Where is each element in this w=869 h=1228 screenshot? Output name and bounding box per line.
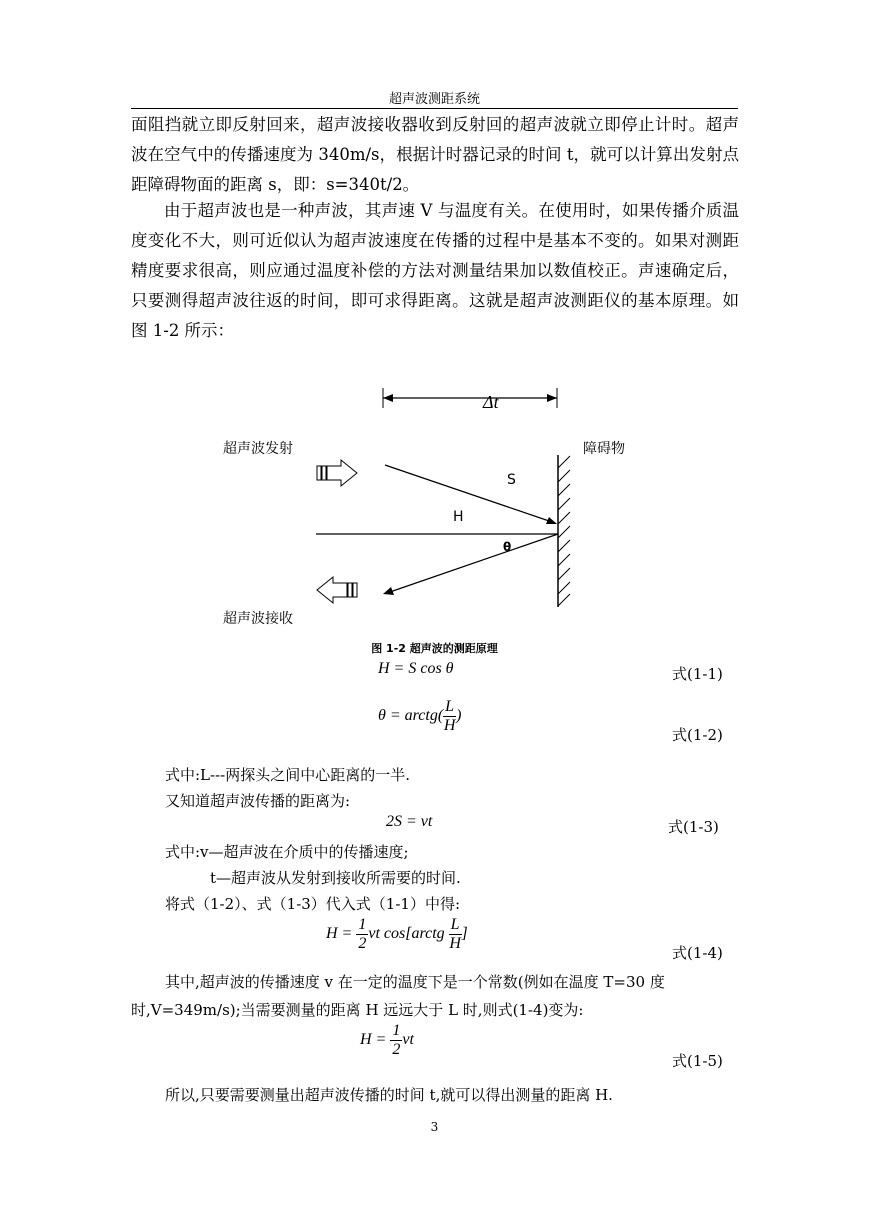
equation-1-4-half-numerator: 1: [358, 916, 367, 933]
theta-label: θ: [503, 540, 512, 554]
text-line-5: 将式（1-2）、式（1-3）代入式（1-1）中得:: [165, 895, 461, 913]
incident-ray-arrowhead: [546, 517, 557, 524]
equation-1-2-number: 式(1-2): [672, 726, 723, 744]
text-line-6: 其中,超声波的传播速度 v 在一定的温度下是一个常数(例如在温度 T=30 度: [165, 973, 665, 991]
delta-t-right-arrowhead: [547, 394, 557, 402]
equation-1-4-fraction-half: [356, 916, 368, 953]
reflected-ray-arrowhead: [383, 587, 394, 595]
page-header: 超声波测距系统: [388, 92, 480, 107]
equation-1-2-lhs: θ = arctg(: [378, 707, 444, 725]
emit-arrow-icon: [317, 460, 357, 486]
equation-1-4-middle: vt cos[arctg: [368, 925, 445, 943]
equation-1-1: H = S cos θ: [378, 660, 454, 677]
equation-1-4-rhs: ]: [461, 925, 468, 943]
text-line-3: 式中:v—超声波在介质中的传播速度;: [165, 843, 409, 861]
equation-1-2-fraction: [443, 698, 456, 735]
text-line-1: 式中:L---两探头之间中心距离的一半.: [165, 766, 410, 784]
S-label: S: [507, 472, 516, 488]
paragraph-1: 面阻挡就立即反射回来，超声波接收器收到反射回的超声波就立即停止计时。超声波在空气中的传播速度为 340m/s，根据计时器记录的时间 t，就可以计算出发射点距障碍物面的距离 s，即：s=340t/2。: [131, 115, 739, 194]
equation-1-4-L-numerator: L: [450, 916, 460, 933]
equation-1-5: [360, 1022, 414, 1059]
equation-1-2-denominator: H: [443, 717, 456, 734]
text-line-7: 时,V=349m/s);当需要测量的距离 H 远远大于 L 时,则式(1-4)变为:: [131, 1001, 584, 1019]
equation-1-4-number: 式(1-4): [672, 944, 723, 962]
receive-arrow-icon: [317, 577, 357, 603]
equation-1-3-number: 式(1-3): [668, 818, 719, 836]
figure-ranging-principle: [215, 380, 655, 627]
wall-hatching: [558, 456, 570, 606]
equation-1-4-fraction-LH: [449, 916, 462, 953]
equation-1-5-fraction: [390, 1022, 402, 1059]
equation-1-4-half-denominator: 2: [358, 935, 367, 952]
equation-1-5-lhs: H =: [360, 1031, 387, 1049]
text-line-2: 又知道超声波传播的距离为:: [165, 792, 351, 810]
obstacle-label: 障碍物: [583, 441, 625, 457]
equation-1-5-rhs: vt: [402, 1031, 414, 1049]
H-label: H: [453, 509, 464, 525]
equation-1-3: 2S = vt: [386, 813, 433, 830]
equation-1-1-number: 式(1-1): [672, 665, 723, 683]
equation-1-2: [378, 698, 461, 735]
delta-t-left-arrowhead: [383, 394, 393, 402]
page-number: 3: [430, 1120, 439, 1134]
header-rule: [131, 108, 738, 109]
figure-caption: 图 1-2 超声波的测距原理: [371, 642, 498, 655]
figure-diagram: [215, 380, 655, 610]
equation-1-2-numerator: L: [445, 698, 455, 715]
paragraph-2: 由于超声波也是一种声波，其声速 V 与温度有关。在使用时，如果传播介质温度变化不大，则可近似认为超声波速度在传播的过程中是基本不变的。如果对测距精度要求很高，则应通过温度补偿的方法对测量结果加以数值校正。声速确定后，只要测得超声波往返的时间，即可求得距离。这就是超声波测距仪的基本原理。如图 1-2 所示：: [131, 201, 739, 340]
equation-1-2-rhs: ): [456, 707, 462, 725]
incident-ray: [385, 465, 555, 523]
text-line-8: 所以,只要需要测量出超声波传播的时间 t,就可以得出测量的距离 H.: [165, 1086, 613, 1104]
reflected-ray: [387, 534, 558, 593]
receive-label: 超声波接收: [223, 611, 293, 627]
equation-1-4: [326, 916, 468, 953]
emit-label: 超声波发射: [223, 441, 293, 457]
equation-1-5-number: 式(1-5): [672, 1052, 723, 1070]
equation-1-4-H-denominator: H: [449, 935, 461, 952]
equation-1-5-numerator: 1: [392, 1022, 401, 1039]
text-line-4: t—超声波从发射到接收所需要的时间.: [210, 869, 461, 887]
equation-1-5-denominator: 2: [392, 1041, 401, 1058]
equation-1-4-lhs: H =: [326, 925, 353, 943]
delta-t-label: Δt: [483, 392, 499, 412]
